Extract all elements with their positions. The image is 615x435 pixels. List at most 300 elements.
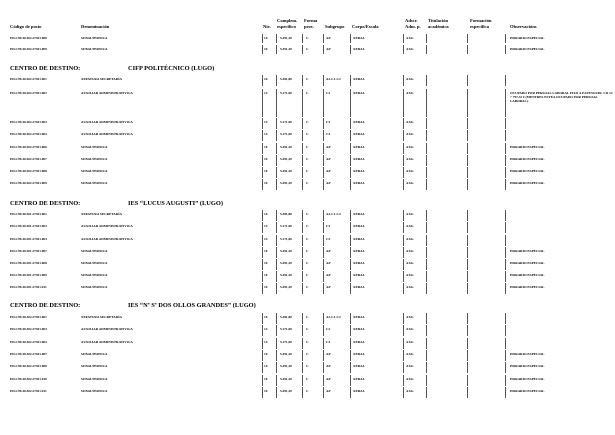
cell-corpo: XERAL xyxy=(353,327,365,331)
column-divider xyxy=(350,362,351,373)
cell-observacions: HORARIO ESPECIAL xyxy=(510,145,545,149)
cell-complemento: 5.491,20 xyxy=(280,47,292,51)
cell-complemento: 5.491,20 xyxy=(280,181,292,185)
table-row xyxy=(0,377,615,387)
column-divider xyxy=(323,75,324,86)
column-divider xyxy=(302,271,303,282)
cell-adscripcion: AXG xyxy=(406,224,414,228)
cell-subgrupo: C2 xyxy=(326,91,331,95)
cell-subgrupo: AP xyxy=(326,169,331,173)
header-denominacion: Denominación xyxy=(81,24,110,29)
cell-forma: C xyxy=(306,120,309,124)
header-formacion-1: Formación xyxy=(470,18,492,23)
column-divider xyxy=(302,75,303,86)
column-divider xyxy=(302,143,303,154)
cell-forma: C xyxy=(306,36,309,40)
cell-denominacion: SUBALTERNO/A xyxy=(81,169,108,173)
column-divider xyxy=(323,210,324,221)
cell-adscripcion: AXG xyxy=(406,47,414,51)
column-divider xyxy=(505,325,506,336)
cell-subgrupo: AP xyxy=(326,273,331,277)
column-divider xyxy=(323,338,324,349)
column-divider xyxy=(403,387,404,398)
cell-corpo: XERAL xyxy=(353,273,365,277)
column-divider xyxy=(505,179,506,190)
column-divider xyxy=(262,143,263,154)
column-divider xyxy=(262,34,263,43)
cell-denominacion: AUXILIAR ADMINISTRATIVO/A xyxy=(81,224,133,228)
cell-subgrupo: C2 xyxy=(326,120,331,124)
column-divider xyxy=(403,143,404,154)
column-divider xyxy=(350,222,351,233)
cell-nivel: 10 xyxy=(264,364,268,368)
cell-corpo: XERAL xyxy=(353,120,365,124)
column-divider xyxy=(426,89,427,117)
column-divider xyxy=(262,179,263,190)
table-row xyxy=(0,340,615,350)
column-divider xyxy=(467,179,468,190)
table-row xyxy=(0,91,615,118)
cell-code: ED.C99.40.302.27301.003 xyxy=(10,327,47,331)
column-divider xyxy=(467,362,468,373)
cell-adscripcion: AXG xyxy=(406,212,414,216)
cell-denominacion: XEFATURA SECRETARÍA xyxy=(81,77,122,81)
column-divider xyxy=(426,247,427,258)
column-divider xyxy=(276,338,277,349)
cell-complemento: 5.491,20 xyxy=(280,36,292,40)
column-divider xyxy=(505,338,506,349)
column-divider xyxy=(276,362,277,373)
column-divider xyxy=(323,325,324,336)
table-row xyxy=(0,36,615,44)
cell-denominacion: SUBALTERNO/A xyxy=(81,157,108,161)
cell-subgrupo: C2 xyxy=(326,132,331,136)
cell-forma: C xyxy=(306,340,309,344)
cell-observacions: HORARIO ESPECIAL xyxy=(510,364,545,368)
column-divider xyxy=(262,387,263,398)
column-divider xyxy=(262,130,263,141)
cell-denominacion: SUBALTERNO/A xyxy=(81,47,108,51)
cell-forma: C xyxy=(306,224,309,228)
column-divider xyxy=(467,45,468,54)
column-divider xyxy=(302,338,303,349)
column-divider xyxy=(426,325,427,336)
header-subgrupo: Subgrupo xyxy=(325,24,345,29)
column-divider xyxy=(505,222,506,233)
cell-forma: C xyxy=(306,352,309,356)
column-divider xyxy=(350,313,351,324)
cell-nivel: 10 xyxy=(264,249,268,253)
column-divider xyxy=(323,34,324,43)
column-divider xyxy=(505,271,506,282)
table-row xyxy=(0,212,615,222)
cell-complemento: 5.491,20 xyxy=(280,389,292,393)
column-divider xyxy=(262,247,263,258)
column-divider xyxy=(302,325,303,336)
column-divider xyxy=(350,235,351,246)
column-divider xyxy=(505,155,506,166)
cell-forma: C xyxy=(306,364,309,368)
cell-observacions: HORARIO ESPECIAL xyxy=(510,47,545,51)
column-divider xyxy=(403,155,404,166)
column-divider xyxy=(467,235,468,246)
column-divider xyxy=(403,362,404,373)
cell-nivel: 10 xyxy=(264,389,268,393)
cell-nivel: 14 xyxy=(264,120,268,124)
column-divider xyxy=(403,45,404,54)
column-divider xyxy=(262,118,263,129)
cell-adscripcion: AXG xyxy=(406,315,414,319)
cell-forma: C xyxy=(306,169,309,173)
cell-observacions: OCUPADO POR PERSOAL LABORAL FIXO A EXTINGUIR. CD 12 + 797,32 € (MENTRES ESTEA OCUPADO POR PERSOAL LABORAL). xyxy=(510,91,613,104)
column-divider xyxy=(467,375,468,386)
cell-corpo: XERAL xyxy=(353,364,365,368)
cell-corpo: XERAL xyxy=(353,285,365,289)
cell-nivel: 14 xyxy=(264,91,268,95)
column-divider xyxy=(350,45,351,54)
cell-forma: C xyxy=(306,261,309,265)
cell-complemento: 5.491,20 xyxy=(280,273,292,277)
cell-complemento: 5.171,00 xyxy=(280,132,292,136)
cell-forma: C xyxy=(306,377,309,381)
column-divider xyxy=(426,222,427,233)
cell-denominacion: SUBALTERNO/A xyxy=(81,249,108,253)
cell-corpo: XERAL xyxy=(353,91,365,95)
cell-adscripcion: AXG xyxy=(406,169,414,173)
cell-code: ED.C99.40.302.27301.007 xyxy=(10,352,47,356)
cell-observacions: HORARIO ESPECIAL xyxy=(510,249,545,253)
column-divider xyxy=(403,375,404,386)
column-divider xyxy=(467,283,468,294)
table-row xyxy=(0,47,615,55)
cell-adscripcion: AXG xyxy=(406,285,414,289)
column-divider xyxy=(505,89,506,117)
cell-forma: C xyxy=(306,132,309,136)
cell-code: ED.C99.40.202.27301.006 xyxy=(10,145,47,149)
table-row xyxy=(0,389,615,399)
column-divider xyxy=(323,350,324,361)
cell-nivel: 10 xyxy=(264,181,268,185)
column-divider xyxy=(262,167,263,178)
cell-corpo: XERAL xyxy=(353,237,365,241)
cell-denominacion: AUXILIAR ADMINISTRATIVO/A xyxy=(81,340,133,344)
cell-forma: C xyxy=(306,285,309,289)
column-divider xyxy=(276,259,277,270)
column-divider xyxy=(302,222,303,233)
cell-corpo: XERAL xyxy=(353,36,365,40)
column-divider xyxy=(302,89,303,117)
header-complem-2: específico xyxy=(277,24,296,29)
column-divider xyxy=(262,325,263,336)
column-divider xyxy=(302,362,303,373)
column-divider xyxy=(426,210,427,221)
cell-observacions: HORARIO ESPECIAL xyxy=(510,157,545,161)
column-divider xyxy=(403,210,404,221)
cell-code: ED.C99.40.302.27301.004 xyxy=(10,340,47,344)
table-row xyxy=(0,249,615,259)
column-divider xyxy=(426,283,427,294)
column-divider xyxy=(323,222,324,233)
cell-adscripcion: AXG xyxy=(406,261,414,265)
column-divider xyxy=(262,155,263,166)
column-divider xyxy=(403,313,404,324)
column-divider xyxy=(403,247,404,258)
column-divider xyxy=(302,247,303,258)
cell-forma: C xyxy=(306,181,309,185)
column-divider xyxy=(262,283,263,294)
column-divider xyxy=(350,210,351,221)
cell-forma: C xyxy=(306,273,309,277)
cell-corpo: XERAL xyxy=(353,224,365,228)
cell-corpo: XERAL xyxy=(353,169,365,173)
column-divider xyxy=(323,247,324,258)
cell-code: ED.C99.40.202.27301.004 xyxy=(10,132,47,136)
column-divider xyxy=(323,259,324,270)
cell-code: ED.C99.40.301.27301.003 xyxy=(10,224,47,228)
table-row xyxy=(0,315,615,325)
cell-complemento: 5.171,00 xyxy=(280,340,292,344)
column-divider xyxy=(302,45,303,54)
column-divider xyxy=(350,130,351,141)
cell-complemento: 5.171,00 xyxy=(280,120,292,124)
column-divider xyxy=(426,155,427,166)
cell-subgrupo: C2 xyxy=(326,327,331,331)
cell-forma: C xyxy=(306,212,309,216)
column-divider xyxy=(426,338,427,349)
cell-subgrupo: A2-C1-C2 xyxy=(326,77,341,81)
cell-subgrupo: C2 xyxy=(326,340,331,344)
cell-adscripcion: AXG xyxy=(406,120,414,124)
cell-corpo: XERAL xyxy=(353,377,365,381)
column-divider xyxy=(262,338,263,349)
table-row xyxy=(0,77,615,87)
column-divider xyxy=(276,283,277,294)
column-divider xyxy=(350,338,351,349)
column-divider xyxy=(505,167,506,178)
cell-complemento: 5.171,00 xyxy=(280,224,292,228)
cell-adscripcion: AXG xyxy=(406,36,414,40)
cell-denominacion: SUBALTERNO/A xyxy=(81,261,108,265)
column-divider xyxy=(403,179,404,190)
cell-corpo: XERAL xyxy=(353,261,365,265)
column-divider xyxy=(426,179,427,190)
table-row xyxy=(0,224,615,234)
column-divider xyxy=(505,313,506,324)
column-divider xyxy=(426,387,427,398)
column-divider xyxy=(505,283,506,294)
column-divider xyxy=(403,167,404,178)
column-divider xyxy=(426,375,427,386)
header-forma-2: prov. xyxy=(304,24,314,29)
header-complem-1: Complem. xyxy=(277,18,298,23)
column-divider xyxy=(276,325,277,336)
column-divider xyxy=(350,167,351,178)
column-divider xyxy=(302,283,303,294)
cell-adscripcion: AXG xyxy=(406,77,414,81)
cell-nivel: 10 xyxy=(264,169,268,173)
header-corpo: Corpo/Escala xyxy=(352,24,379,29)
column-divider xyxy=(323,179,324,190)
cell-complemento: 5.491,20 xyxy=(280,145,292,149)
cell-denominacion: SUBALTERNO/A xyxy=(81,36,108,40)
table-row xyxy=(0,237,615,247)
cell-nivel: 10 xyxy=(264,36,268,40)
cell-denominacion: SUBALTERNO/A xyxy=(81,377,108,381)
cell-denominacion: AUXILIAR ADMINISTRATIVO/A xyxy=(81,91,133,95)
column-divider xyxy=(276,247,277,258)
column-divider xyxy=(323,235,324,246)
column-divider xyxy=(426,235,427,246)
column-divider xyxy=(403,325,404,336)
cell-code: ED.C99.40.202.27301.001 xyxy=(10,77,47,81)
column-divider xyxy=(467,89,468,117)
cell-denominacion: SUBALTERNO/A xyxy=(81,145,108,149)
column-divider xyxy=(323,45,324,54)
cell-subgrupo: AP xyxy=(326,157,331,161)
column-divider xyxy=(350,75,351,86)
cell-subgrupo: AP xyxy=(326,181,331,185)
cell-code: ED.C99.40.301.27301.001 xyxy=(10,212,47,216)
header-formacion-2: específica xyxy=(470,24,489,29)
cell-observacions: HORARIO ESPECIAL xyxy=(510,169,545,173)
cell-denominacion: SUBALTERNO/A xyxy=(81,181,108,185)
column-divider xyxy=(426,118,427,129)
cell-forma: C xyxy=(306,91,309,95)
column-divider xyxy=(302,118,303,129)
cell-complemento: 5.381,80 xyxy=(280,77,292,81)
column-divider xyxy=(350,143,351,154)
cell-corpo: XERAL xyxy=(353,47,365,51)
cell-observacions: HORARIO ESPECIAL xyxy=(510,36,545,40)
cell-code: ED.C99.40.302.27301.001 xyxy=(10,315,47,319)
cell-denominacion: XEFATURA SECRETARÍA xyxy=(81,315,122,319)
cell-code: ED.C99.40.301.27301.008 xyxy=(10,261,47,265)
centro-destino-label: CENTRO DE DESTINO: xyxy=(10,302,81,309)
cell-subgrupo: AP xyxy=(326,249,331,253)
column-divider xyxy=(276,179,277,190)
column-divider xyxy=(505,75,506,86)
column-divider xyxy=(262,45,263,54)
column-divider xyxy=(350,283,351,294)
column-divider xyxy=(302,210,303,221)
cell-denominacion: AUXILIAR ADMINISTRATIVO/A xyxy=(81,132,133,136)
cell-subgrupo: AP xyxy=(326,389,331,393)
column-divider xyxy=(505,130,506,141)
column-divider xyxy=(302,387,303,398)
column-header-row xyxy=(0,15,615,33)
column-divider xyxy=(467,350,468,361)
header-nivel: Niv. xyxy=(263,24,271,29)
column-divider xyxy=(323,375,324,386)
column-divider xyxy=(403,235,404,246)
cell-code: ED.C99.40.202.27301.003 xyxy=(10,120,47,124)
table-row xyxy=(0,327,615,337)
cell-forma: C xyxy=(306,315,309,319)
cell-code: ED.C99.40.302.27301.011 xyxy=(10,389,47,393)
column-divider xyxy=(350,387,351,398)
cell-corpo: XERAL xyxy=(353,389,365,393)
column-divider xyxy=(467,34,468,43)
cell-subgrupo: A2-C1-C2 xyxy=(326,315,341,319)
cell-nivel: 16 xyxy=(264,77,268,81)
column-divider xyxy=(426,271,427,282)
column-divider xyxy=(262,222,263,233)
column-divider xyxy=(426,362,427,373)
column-divider xyxy=(276,45,277,54)
cell-complemento: 5.171,00 xyxy=(280,327,292,331)
cell-complemento: 5.491,20 xyxy=(280,377,292,381)
cell-code: ED.C99.40.301.27301.004 xyxy=(10,237,47,241)
column-divider xyxy=(403,283,404,294)
cell-complemento: 5.171,00 xyxy=(280,237,292,241)
header-adscr-1: Adscr. xyxy=(405,18,418,23)
table-row xyxy=(0,352,615,362)
cell-complemento: 5.491,20 xyxy=(280,364,292,368)
column-divider xyxy=(276,222,277,233)
cell-subgrupo: C2 xyxy=(326,237,331,241)
cell-complemento: 5.491,20 xyxy=(280,285,292,289)
column-divider xyxy=(276,118,277,129)
cell-nivel: 10 xyxy=(264,261,268,265)
column-divider xyxy=(403,75,404,86)
column-divider xyxy=(350,325,351,336)
cell-denominacion: SUBALTERNO/A xyxy=(81,273,108,277)
column-divider xyxy=(323,362,324,373)
column-divider xyxy=(467,259,468,270)
column-divider xyxy=(323,271,324,282)
cell-denominacion: SUBALTERNO/A xyxy=(81,352,108,356)
centro-destino-label: CENTRO DE DESTINO: xyxy=(10,65,81,72)
centro-destino-name: CIFP POLITÉCNICO (LUGO) xyxy=(128,65,215,72)
column-divider xyxy=(302,155,303,166)
column-divider xyxy=(467,167,468,178)
table-row xyxy=(0,181,615,191)
cell-nivel: 14 xyxy=(264,224,268,228)
cell-code: ED.C99.40.301.27301.007 xyxy=(10,249,47,253)
column-divider xyxy=(323,155,324,166)
column-divider xyxy=(323,89,324,117)
column-divider xyxy=(350,350,351,361)
column-divider xyxy=(426,259,427,270)
cell-complemento: 5.381,80 xyxy=(280,212,292,216)
column-divider xyxy=(403,89,404,117)
table-row xyxy=(0,285,615,295)
cell-adscripcion: AXG xyxy=(406,132,414,136)
header-codigo: Código de posto xyxy=(10,24,42,29)
table-row xyxy=(0,157,615,167)
column-divider xyxy=(262,75,263,86)
header-forma-1: Forma xyxy=(304,18,318,23)
column-divider xyxy=(505,45,506,54)
cell-observacions: HORARIO ESPECIAL xyxy=(510,261,545,265)
column-divider xyxy=(262,350,263,361)
table-row xyxy=(0,145,615,155)
cell-subgrupo: AP xyxy=(326,47,331,51)
column-divider xyxy=(276,130,277,141)
column-divider xyxy=(403,130,404,141)
cell-subgrupo: AP xyxy=(326,261,331,265)
cell-code: ED.C99.40.202.27301.007 xyxy=(10,157,47,161)
cell-adscripcion: AXG xyxy=(406,340,414,344)
cell-forma: C xyxy=(306,77,309,81)
column-divider xyxy=(350,89,351,117)
cell-complemento: 5.491,20 xyxy=(280,157,292,161)
column-divider xyxy=(505,259,506,270)
header-titulacion-2: académica xyxy=(428,24,449,29)
cell-nivel: 14 xyxy=(264,237,268,241)
cell-adscripcion: AXG xyxy=(406,237,414,241)
cell-subgrupo: AP xyxy=(326,364,331,368)
